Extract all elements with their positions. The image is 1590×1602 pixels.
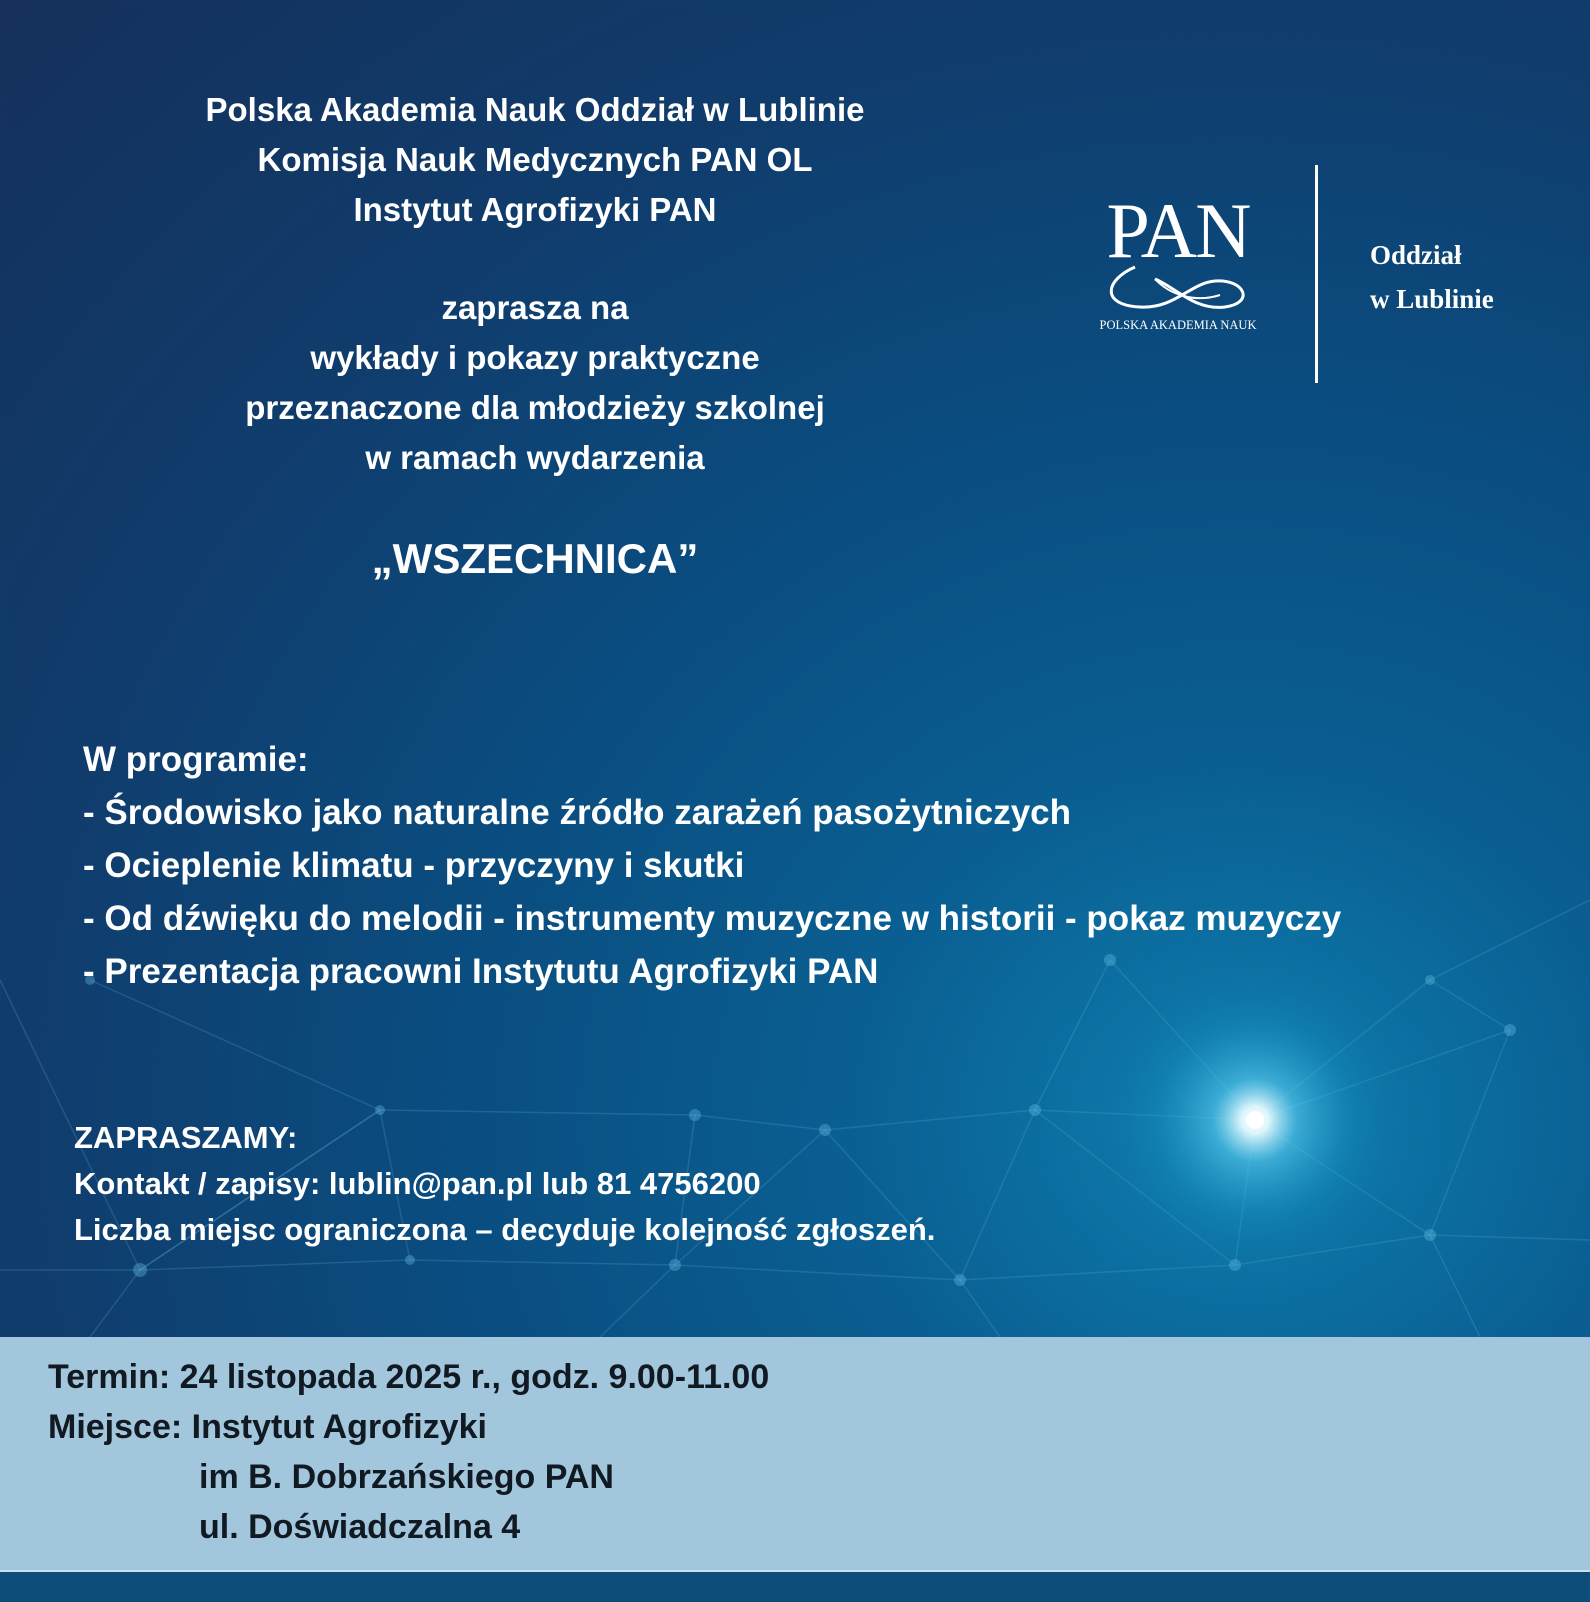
header-block (130, 85, 940, 483)
org-line: Komisja Nauk Medycznych PAN OL (257, 141, 813, 178)
invite-line: zaprasza na (441, 289, 629, 326)
branch-line: w Lublinie (1370, 284, 1494, 314)
logo-caption: POLSKA AKADEMIA NAUK (1099, 318, 1257, 332)
logo-letters: PAN (1106, 195, 1250, 274)
contact-section (74, 1115, 1074, 1253)
bottom-strip (0, 1570, 1590, 1602)
details-band (0, 1337, 1590, 1570)
branch-line: Oddział (1370, 240, 1462, 270)
contact-note: Liczba miejsc ograniczona – decyduje kolejność zgłoszeń. (74, 1212, 936, 1247)
pan-logo-mark (1095, 195, 1261, 335)
program-item: - Ocieplenie klimatu - przyczyny i skutki (83, 846, 745, 885)
invite-line: przeznaczone dla młodzieży szkolnej (245, 389, 825, 426)
place-line: Miejsce: Instytut Agrofizyki (48, 1408, 487, 1446)
event-title: „WSZECHNICA” (371, 535, 699, 582)
logo-divider (1315, 165, 1318, 383)
date-line: Termin: 24 listopada 2025 r., godz. 9.00-11.00 (48, 1358, 770, 1396)
place-line: ul. Doświadczalna 4 (199, 1508, 521, 1546)
program-section (83, 733, 1563, 998)
place-line: im B. Dobrzańskiego PAN (199, 1458, 614, 1496)
program-item: - Środowisko jako naturalne źródło zarażeń pasożytniczych (83, 793, 1071, 832)
invite-line: wykłady i pokazy praktyczne (310, 339, 760, 376)
contact-line: Kontakt / zapisy: lublin@pan.pl lub 81 4756200 (74, 1166, 761, 1201)
invite-line: w ramach wydarzenia (365, 439, 705, 476)
logo-branch-text (1370, 233, 1494, 321)
program-item: - Od dźwięku do melodii - instrumenty muzyczne w historii - pokaz muzyczy (83, 899, 1342, 938)
program-heading: W programie: (83, 740, 309, 779)
program-item: - Prezentacja pracowni Instytutu Agrofizyki PAN (83, 952, 879, 991)
contact-heading: ZAPRASZAMY: (74, 1120, 298, 1155)
org-line: Instytut Agrofizyki PAN (353, 191, 717, 228)
pan-logo (1095, 165, 1535, 385)
org-line: Polska Akademia Nauk Oddział w Lublinie (205, 91, 865, 128)
